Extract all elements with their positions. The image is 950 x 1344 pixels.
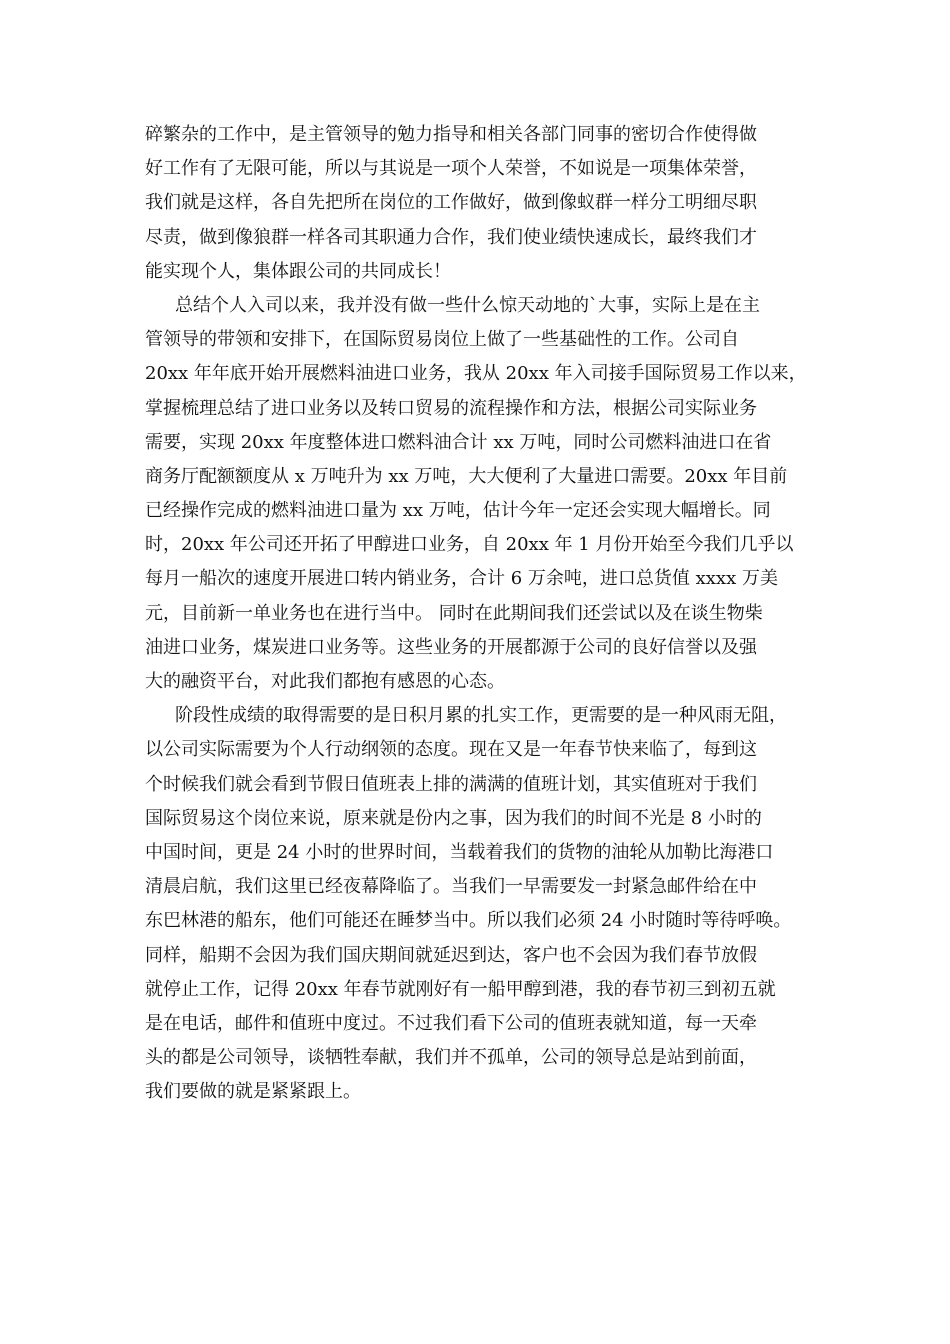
paragraph-3-line-10: 是在电话，邮件和值班中度过。不过我们看下公司的值班表就知道，每一天牵 (145, 1012, 757, 1034)
paragraph-3-line-2: 以公司实际需要为个人行动纲领的态度。现在又是一年春节快来临了，每到这 (145, 739, 757, 761)
paragraph-3-line-7: 东巴林港的船东，他们可能还在睡梦当中。所以我们必须 24 小时随时等待呼唤。 (145, 910, 792, 932)
paragraph-2-line-4: 掌握梳理总结了进口业务以及转口贸易的流程操作和方法，根据公司实际业务 (145, 397, 757, 419)
paragraph-3-line-5: 中国时间，更是 24 小时的世界时间，当载着我们的货物的油轮从加勒比海港口 (145, 841, 774, 863)
paragraph-3 (145, 699, 835, 1109)
paragraph-1-line-1: 碎繁杂的工作中，是主管领导的勉力指导和相关各部门同事的密切合作使得做 (145, 124, 757, 145)
paragraph-2-line-11: 油进口业务，煤炭进口业务等。这些业务的开展都源于公司的良好信誉以及强 (145, 636, 757, 658)
paragraph-1-line-4: 尽责，做到像狼群一样各司其职通力合作，我们使业绩快速成长，最终我们才 (145, 226, 757, 248)
document-body (145, 118, 835, 1109)
paragraph-3-line-4: 国际贸易这个岗位来说，原来就是份内之事，因为我们的时间不光是 8 小时的 (145, 807, 762, 829)
paragraph-2-line-8: 时，20xx 年公司还开拓了甲醇进口业务，自 20xx 年 1 月份开始至今我们几乎以 (145, 534, 794, 556)
paragraph-1-line-3: 我们就是这样，各自先把所在岗位的工作做好，做到像蚁群一样分工明细尽职 (145, 192, 757, 214)
paragraph-1 (145, 118, 835, 289)
paragraph-2-line-1: 总结个人入司以来，我并没有做一些什么惊天动地的`大事，实际上是在主 (175, 294, 760, 316)
paragraph-2-line-10: 元，目前新一单业务也在进行当中。 同时在此期间我们还尝试以及在谈生物柴 (145, 602, 763, 624)
paragraph-2-line-7: 已经操作完成的燃料油进口量为 xx 万吨，估计今年一定还会实现大幅增长。同 (145, 500, 771, 522)
paragraph-1-line-2: 好工作有了无限可能，所以与其说是一项个人荣誉，不如说是一项集体荣誉， (145, 158, 757, 180)
paragraph-2 (145, 289, 835, 699)
paragraph-2-line-5: 需要，实现 20xx 年度整体进口燃料油合计 xx 万吨，同时公司燃料油进口在省 (145, 431, 772, 453)
paragraph-2-line-3: 20xx 年年底开始开展燃料油进口业务，我从 20xx 年入司接手国际贸易工作以来， (145, 363, 807, 385)
paragraph-2-line-9: 每月一船次的速度开展进口转内销业务，合计 6 万余吨，进口总货值 xxxx 万美 (145, 568, 778, 590)
paragraph-3-line-3: 个时候我们就会看到节假日值班表上排的满满的值班计划，其实值班对于我们 (145, 773, 757, 795)
paragraph-2-line-6: 商务厅配额额度从 x 万吨升为 xx 万吨，大大便利了大量进口需要。20xx 年目前 (145, 465, 788, 487)
paragraph-3-line-1: 阶段性成绩的取得需要的是日积月累的扎实工作，更需要的是一种风雨无阻， (175, 705, 787, 727)
paragraph-3-line-11: 头的都是公司领导，谈牺牲奉献，我们并不孤单，公司的领导总是站到前面， (145, 1047, 757, 1069)
paragraph-1-line-5: 能实现个人，集体跟公司的共同成长！ (145, 260, 451, 282)
paragraph-3-line-9: 就停止工作，记得 20xx 年春节就刚好有一船甲醇到港，我的春节初三到初五就 (145, 978, 776, 1000)
paragraph-3-line-8: 同样，船期不会因为我们国庆期间就延迟到达，客户也不会因为我们春节放假 (145, 944, 757, 966)
paragraph-2-line-2: 管领导的带领和安排下，在国际贸易岗位上做了一些基础性的工作。公司自 (145, 329, 739, 351)
paragraph-3-line-12: 我们要做的就是紧紧跟上。 (145, 1081, 361, 1103)
paragraph-3-line-6: 清晨启航，我们这里已经夜幕降临了。当我们一早需要发一封紧急邮件给在中 (145, 876, 757, 898)
paragraph-2-line-12: 大的融资平台，对此我们都抱有感恩的心态。 (145, 671, 505, 692)
